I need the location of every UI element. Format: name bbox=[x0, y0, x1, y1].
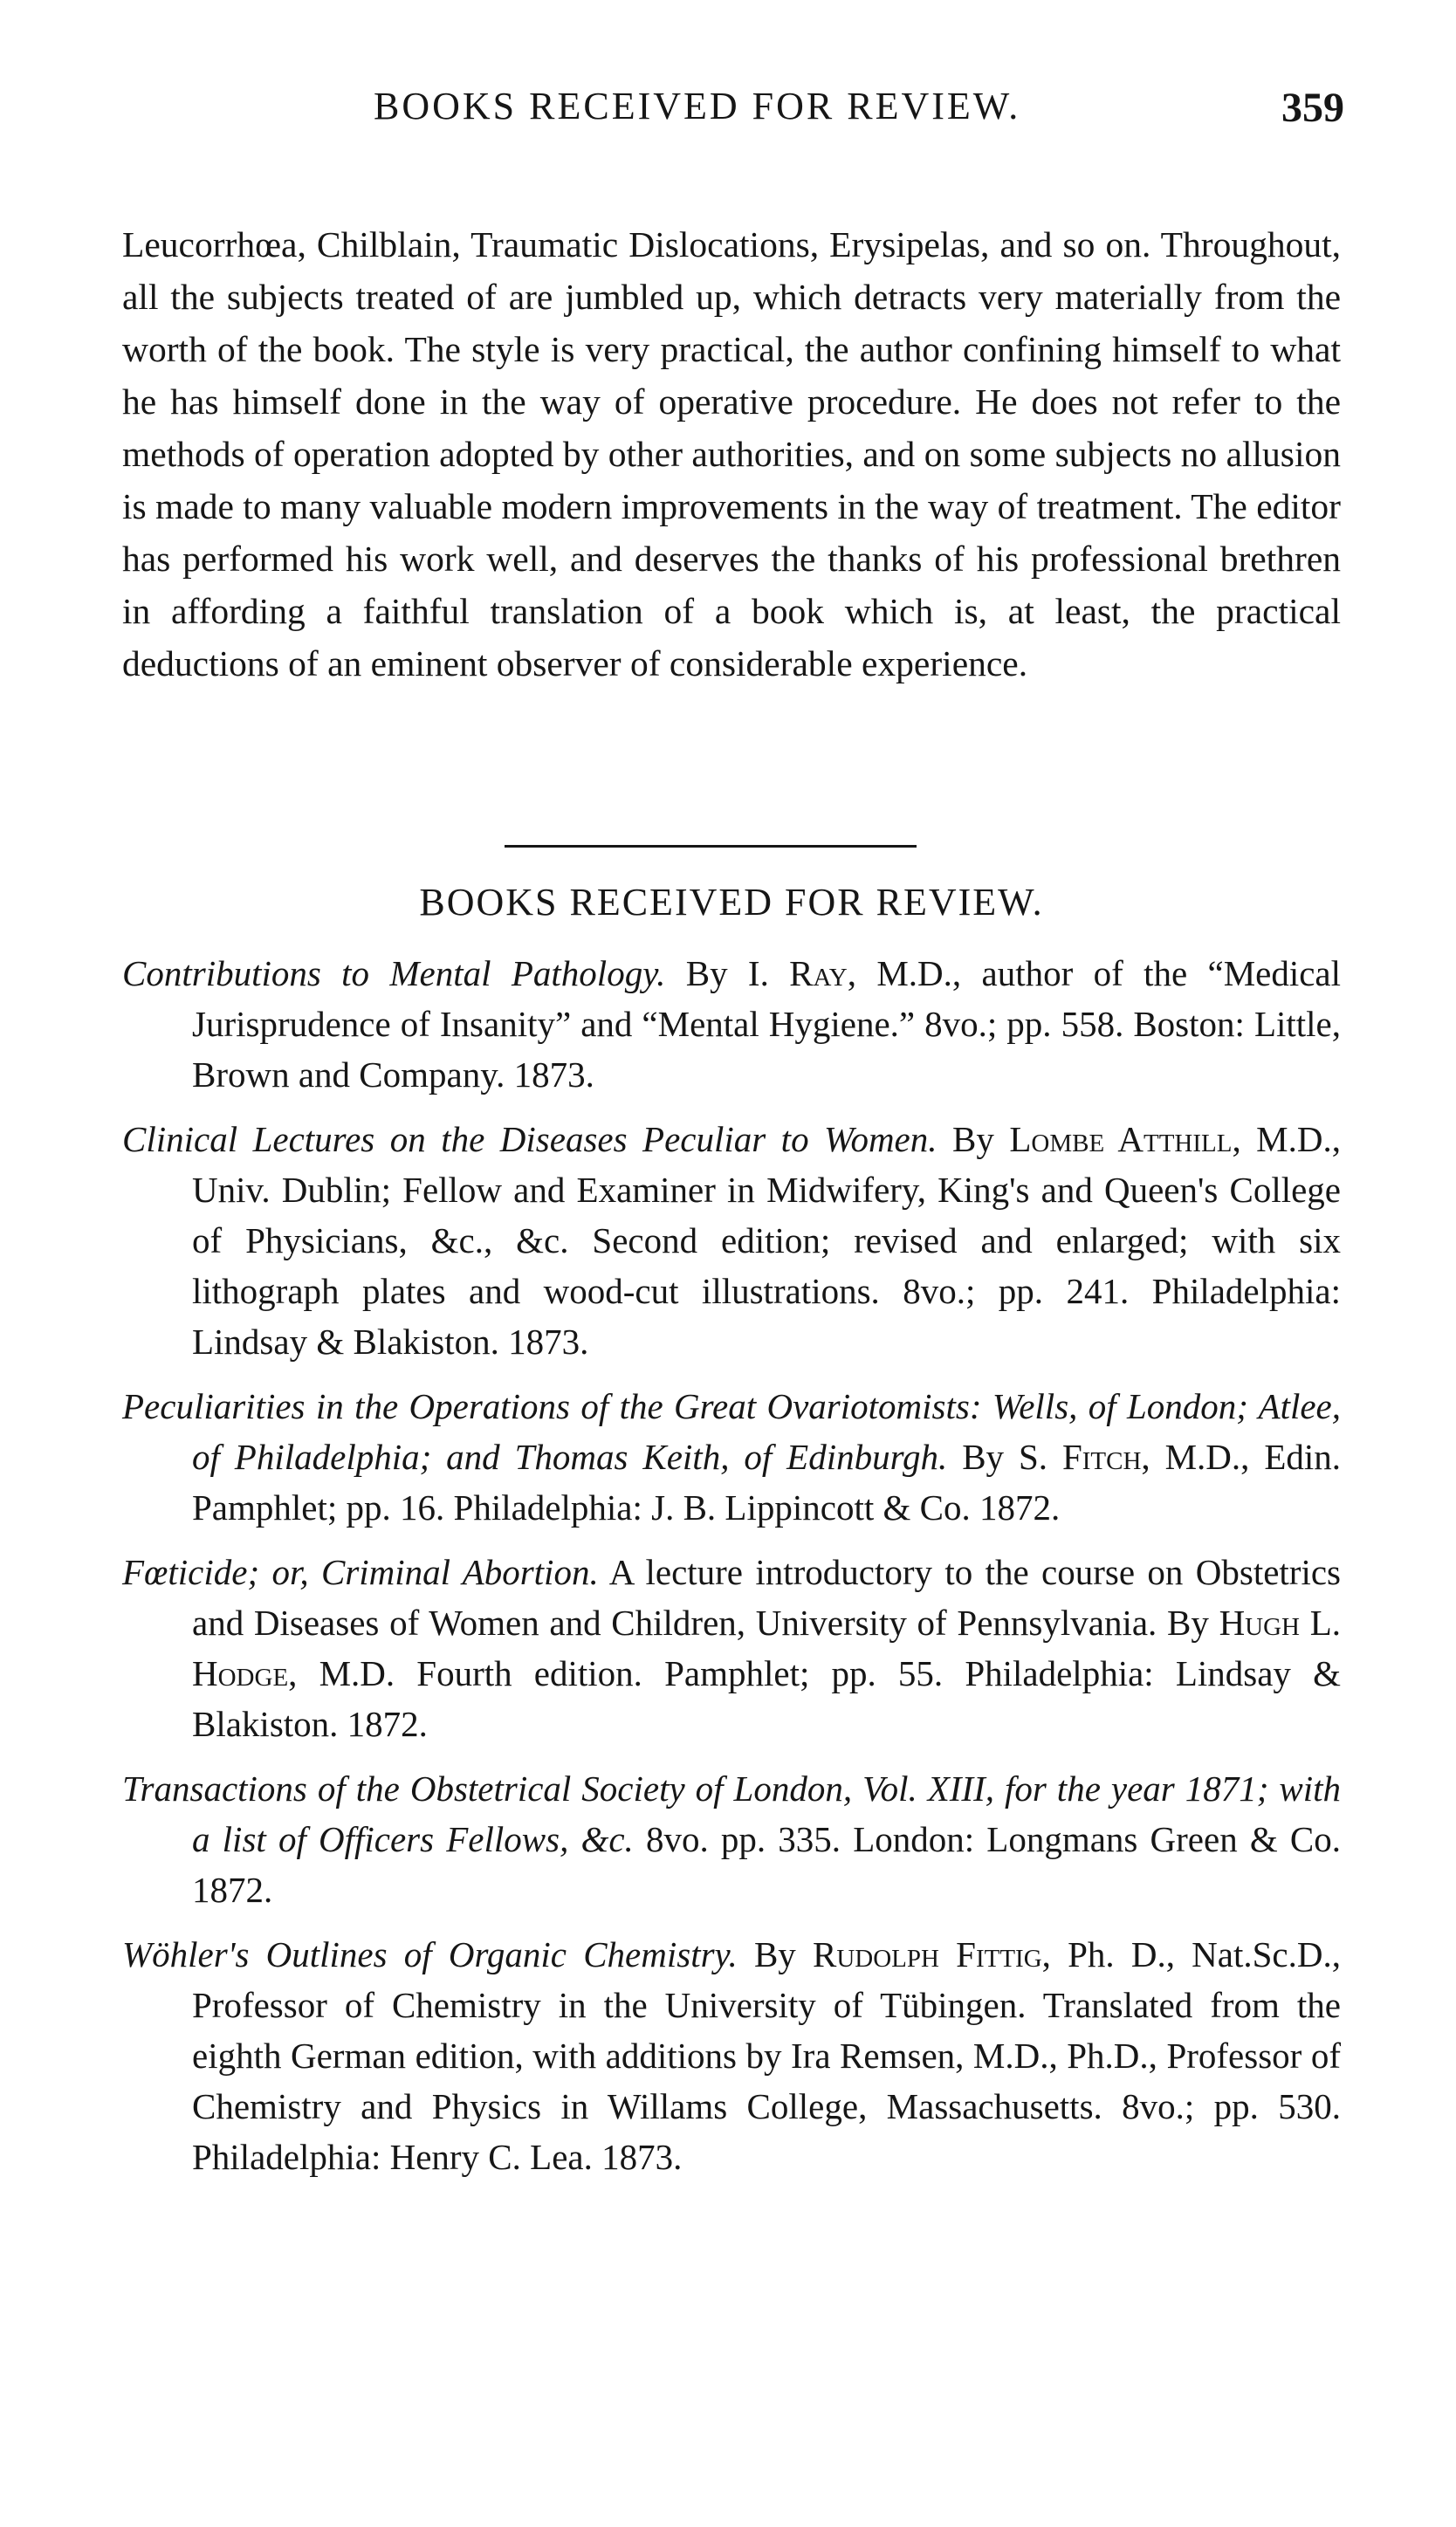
book-details: , Ph. D., Nat.Sc.D., Professor of Chemistry in the University of Tübingen. Translated from the eighth German edition, with additions by Ira Remsen, M.D., Ph.D., Professor of Chemistry and Physics in Willams College, Massachusetts. 8vo.; pp. 530. Philadelphia: Henry C. Lea. 1873. bbox=[192, 1934, 1341, 2177]
book-entry bbox=[122, 1381, 1341, 1533]
section-title: BOOKS RECEIVED FOR REVIEW. bbox=[419, 881, 1044, 924]
book-byline: 8vo. pp. 335. London: Longmans Green & Co. 1872. bbox=[192, 1819, 1341, 1910]
book-author: Ray bbox=[789, 953, 848, 993]
book-title: Contributions to Mental Pathology. bbox=[122, 953, 666, 993]
book-author: Fitch bbox=[1061, 1437, 1142, 1477]
book-entry bbox=[122, 1763, 1341, 1915]
page-number: 359 bbox=[1281, 85, 1344, 131]
running-head bbox=[122, 84, 1344, 136]
book-author: Rudolph Fittig bbox=[813, 1934, 1042, 1974]
book-details: , M.D., Univ. Dublin; Fellow and Examiner in Midwifery, King's and Queen's College of Physicians, &c., &c. Second edition; revised and enlarged; with six lithograph plates and wood-cut illustrations. 8vo.; pp. 241. Philadelphia: Lindsay & Blakiston. 1873. bbox=[192, 1119, 1341, 1362]
book-entry bbox=[122, 1929, 1341, 2182]
book-title: Fœticide; or, Criminal Abortion. bbox=[122, 1552, 599, 1592]
book-byline: By bbox=[737, 1934, 813, 1974]
book-entry bbox=[122, 1114, 1341, 1367]
book-byline: A lecture introductory to the course on Obstetrics and Diseases of Women and Children, University of Pennsylvania. By bbox=[192, 1552, 1341, 1643]
section-divider-rule bbox=[505, 845, 917, 848]
book-details: , M.D. Fourth edition. Pamphlet; pp. 55. Philadelphia: Lindsay & Blakiston. 1872. bbox=[192, 1653, 1341, 1744]
book-title: Peculiarities in the Operations of the Great Ovariotomists: Wells, of London; Atlee, of Philadelphia; and Thomas Keith, of Edinburgh. bbox=[122, 1386, 1341, 1477]
book-title: Transactions of the Obstetrical Society of London, Vol. XIII, for the year 1871; with a list of Officers Fellows, &c. bbox=[122, 1768, 1341, 1859]
book-entry bbox=[122, 1547, 1341, 1749]
book-details: , M.D., author of the “Medical Jurisprudence of Insanity” and “Mental Hygiene.” 8vo.; pp. 558. Boston: Little, Brown and Company. 1873. bbox=[192, 953, 1342, 1095]
book-byline: By I. bbox=[665, 953, 790, 993]
book-byline: By S. bbox=[947, 1437, 1062, 1477]
book-list bbox=[122, 948, 1341, 2196]
book-title: Clinical Lectures on the Diseases Peculiar to Women. bbox=[122, 1119, 937, 1159]
review-continuation-paragraph: Leucorrhœa, Chilblain, Traumatic Dislocations, Erysipelas, and so on. Throughout, all the subjects treated of are jumbled up, which detracts very materially from the worth of the book. The style is very practical, the author confining himself to what he has himself done in the way of operative procedure. He does not refer to the methods of operation adopted by other authorities, and on some subjects no allusion is made to many valuable modern improvements in the way of treatment. The editor has performed his work well, and deserves the thanks of his professional brethren in affording a faithful translation of a book which is, at least, the practical deductions of an eminent observer of considerable experience. bbox=[122, 223, 1342, 683]
running-title: BOOKS RECEIVED FOR REVIEW. bbox=[374, 85, 1021, 127]
book-author: Lombe Atthill bbox=[1009, 1119, 1233, 1159]
book-details: , M.D., Edin. Pamphlet; pp. 16. Philadelphia: J. B. Lippincott & Co. 1872. bbox=[192, 1437, 1342, 1528]
book-author: Hugh L. Hodge bbox=[192, 1603, 1342, 1693]
book-byline: By bbox=[937, 1119, 1010, 1159]
book-entry bbox=[122, 948, 1341, 1100]
book-title: Wöhler's Outlines of Organic Chemistry. bbox=[122, 1934, 738, 1974]
